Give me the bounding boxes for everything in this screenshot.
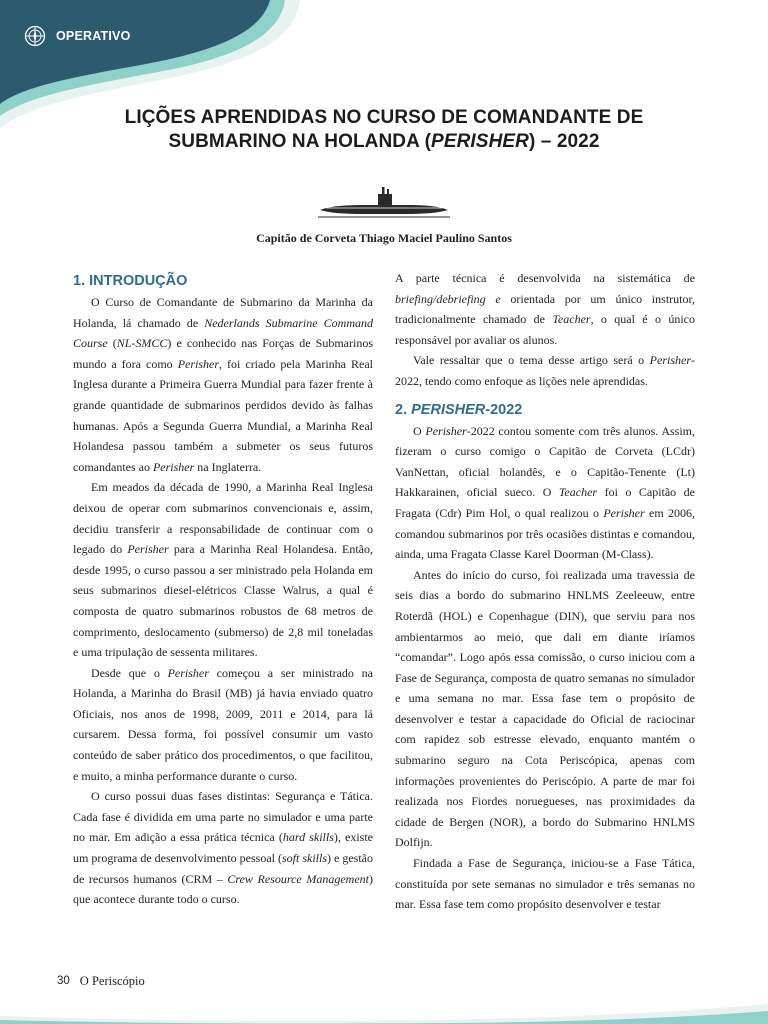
- paragraph: Desde que o Perisher começou a ser ministrado na Holanda, a Marinha do Brasil (MB) já havia enviado quatro Oficiais, nos anos de 1998, 2009, 2011 e 2014, para lá cursarem. Dessa forma, foi possível consumir um vasto conteúdo de saber prático dos procedimentos, o que facilitou, e muito, a minha performance durante o curso.: [73, 665, 373, 783]
- title-text: ) – 2022: [528, 131, 600, 152]
- author-byline: Capitão de Corveta Thiago Maciel Paulino Santos: [256, 231, 512, 245]
- paragraph: A parte técnica é desenvolvida na sistemática de briefing/debriefing e orientada por um único instrutor, tradicionalmente chamado de Teacher, o qual é o único responsável por avaliar os alunos.: [395, 271, 695, 347]
- right-column: [395, 268, 695, 915]
- article-title: [60, 106, 708, 154]
- paragraph: Vale ressaltar que o tema desse artigo será o Perisher-2022, tendo como enfoque as lições nele aprendidas.: [395, 353, 695, 388]
- title-italic: PERISHER: [431, 131, 529, 152]
- title-line-1: LIÇÕES APRENDIDAS NO CURSO DE COMANDANTE DE: [124, 107, 644, 128]
- journal-name: O Periscópio: [79, 974, 145, 988]
- title-line-2: [60, 130, 708, 154]
- page-number: 30: [57, 975, 70, 987]
- section-heading-introducao: 1. INTRODUÇÃO: [73, 273, 188, 289]
- paragraph: O curso possui duas fases distintas: Segurança e Tática. Cada fase é dividida em uma parte no simulador e uma parte no mar. Em adição a essa prática técnica (hard skills), existe um programa de desenvolvimento pessoal (soft skills) e gestão de recursos humanos (CRM – Crew Resource Management) que acontece durante todo o curso.: [73, 789, 373, 907]
- section-tag: [24, 24, 131, 48]
- paragraph: O Curso de Comandante de Submarino da Marinha da Holanda, lá chamado de Nederlands Submarine Command Course (NL-SMCC) e conhecido nas Forças de Submarinos mundo a fora como Perisher, foi criado pela Marinha Real Inglesa durante a Primeira Guerra Mundial para fazer frente à grande quantidade de submarinos perdidos devido às falhas humanas. Após a Segunda Guerra Mundial, a Marinha Real Holandesa passou também a submeter os seus futuros comandantes ao Perisher na Inglaterra.: [73, 295, 374, 474]
- left-column: [73, 268, 373, 910]
- submarine-icon: [316, 184, 452, 220]
- section-heading-perisher-2022: 2. PERISHER-2022: [395, 401, 523, 418]
- paragraph: O Perisher-2022 contou somente com três alunos. Assim, fizeram o curso comigo o Capitão de Corveta (LCdr) VanNettan, oficial holandês, e o Capitão-Tenente (Lt) Hakkarainen, oficial sueco. O Teacher foi o Capitão de Fragata (Cdr) Pim Hol, o qual realizou o Perisher em 2006, comandou submarinos por três ocasiões distintas e comandou, ainda, uma Fragata Classe Karel Doorman (M-Class).: [395, 423, 695, 562]
- paragraph: Antes do início do curso, foi realizada uma travessia de seis dias a bordo do submarino HNLMS Zeeleeuw, entre Roterdã (HOL) e Copenhague (DIN), que serviu para nos ambientarmos ao meio, que dali em diante iríamos “comandar”. Logo após essa comissão, o curso iniciou com a Fase de Segurança, composta de quatro semanas no simulador e uma semana no mar. Essa fase tem o propósito de desenvolver e testar a capacidade do Oficial de raciocinar com rapidez sob estresse elevado, enquanto mantém o submarino seguro na Cota Periscópica, apenas com informações provenientes do Periscópio. A parte de mar foi realizada nos Fiordes noruegueses, nas proximidades da cidade de Bergen (NOR), a bordo do Submarino HNLMS Dolfijn.: [395, 567, 695, 850]
- compass-rose-icon: [24, 25, 46, 47]
- footer-band: [0, 994, 768, 1024]
- title-text: SUBMARINO NA HOLANDA (: [168, 131, 432, 152]
- page-footer: [57, 974, 145, 989]
- paragraph: Findada a Fase de Segurança, iniciou-se a Fase Tática, constituída por sete semanas no simulador e três semanas no mar. Essa fase tem como propósito desenvolver e testar: [395, 856, 695, 912]
- section-label: OPERATIVO: [56, 29, 131, 43]
- paragraph: Em meados da década de 1990, a Marinha Real Inglesa deixou de operar com submarinos convencionais e, assim, decidiu transferir a responsabilidade de continuar com o legado do Perisher para a Marinha Real Holandesa. Então, desde 1995, o curso passou a ser ministrado pela Holanda em seus submarinos diesel-elétricos Classe Walrus, a qual é composta de quatro submarinos robustos de 68 metros de comprimento, deslocamento (submerso) de 2,8 mil toneladas e uma tripulação de sessenta militares.: [73, 480, 373, 660]
